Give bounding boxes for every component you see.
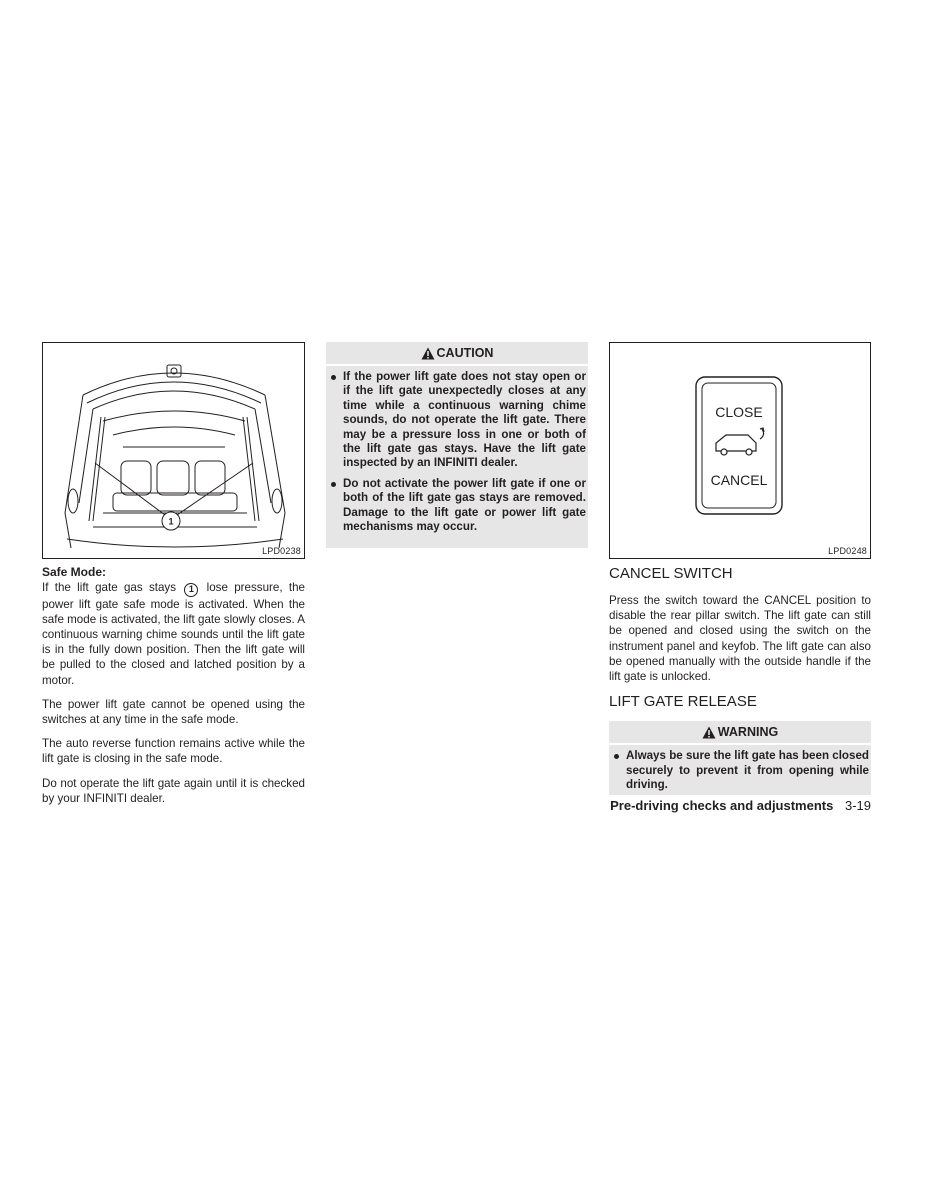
safe-mode-paragraph-1: [42, 580, 305, 688]
callout-1-inline: 1: [184, 583, 198, 597]
caution-list: [330, 370, 586, 534]
lift-gate-illustration: [42, 342, 305, 559]
page-footer: [610, 798, 871, 813]
caution-item: Do not activate the power lift gate if one or both of the lift gate gas stays are removed. Damage to the lift gate or power lift gate mechanisms may occur.: [330, 477, 586, 535]
cancel-switch-illustration: [609, 342, 871, 559]
figure-code: LPD0248: [828, 546, 867, 556]
warning-header: [609, 721, 871, 745]
caution-item: If the power lift gate does not stay open or if the lift gate unexpectedly closes at any time while a continuous warning chime sounds, do not operate the lift gate. There may be a pressure loss in one or both of the lift gate gas stays. Have the lift gate inspected by an INFINITI dealer.: [330, 370, 586, 471]
cancel-switch-body: Press the switch toward the CANCEL position to disable the rear pillar switch. The lift gate can still be opened and closed using the switch on the instrument panel and keyfob. The lift gate can also be opened manually with the outside handle if the lift gate is unlocked.: [609, 594, 871, 684]
page-number: 3-19: [844, 798, 871, 813]
safe-mode-heading: Safe Mode:: [42, 565, 107, 579]
cancel-label: CANCEL: [710, 472, 768, 488]
caution-box: [326, 342, 588, 548]
left-column: [42, 342, 305, 815]
caution-header: [326, 342, 588, 366]
figure-code: LPD0238: [262, 546, 301, 556]
cancel-switch-title: CANCEL SWITCH: [609, 565, 733, 582]
callout-1: 1: [168, 516, 174, 527]
warning-triangle-icon: [421, 347, 435, 360]
text-span: lose pressure, the power lift gate safe mode is activated. When the safe mode is activated, the lift gate slowly closes. A continuous warning chime sounds until the lift gate is in the fully down position. Then the lift gate will be pulled to the closed and latched position by a motor.: [42, 581, 305, 687]
close-label: CLOSE: [715, 404, 763, 420]
safe-mode-paragraph-3: The auto reverse function remains active while the lift gate is closing in the safe mode.: [42, 737, 305, 766]
open-lift-gate-drawing: [43, 343, 306, 560]
text-span: If the lift gate gas stays: [42, 581, 177, 594]
warning-list: [613, 749, 869, 792]
warning-box: [609, 721, 871, 795]
vehicle-icon: [716, 428, 764, 455]
cancel-switch-drawing: [610, 343, 872, 560]
warning-triangle-icon: [702, 726, 716, 739]
warning-item: Always be sure the lift gate has been closed securely to prevent it from opening while driving.: [613, 749, 869, 792]
caution-title: CAUTION: [436, 346, 494, 360]
chapter-title: Pre-driving checks and adjustments: [610, 798, 834, 813]
warning-title: WARNING: [717, 725, 779, 740]
lift-gate-release-title: LIFT GATE RELEASE: [609, 693, 757, 711]
right-column: [609, 342, 871, 795]
middle-column: [326, 342, 588, 548]
safe-mode-paragraph-2: The power lift gate cannot be opened using the switches at any time in the safe mode.: [42, 697, 305, 726]
safe-mode-paragraph-4: Do not operate the lift gate again until it is checked by your INFINITI dealer.: [42, 776, 305, 805]
